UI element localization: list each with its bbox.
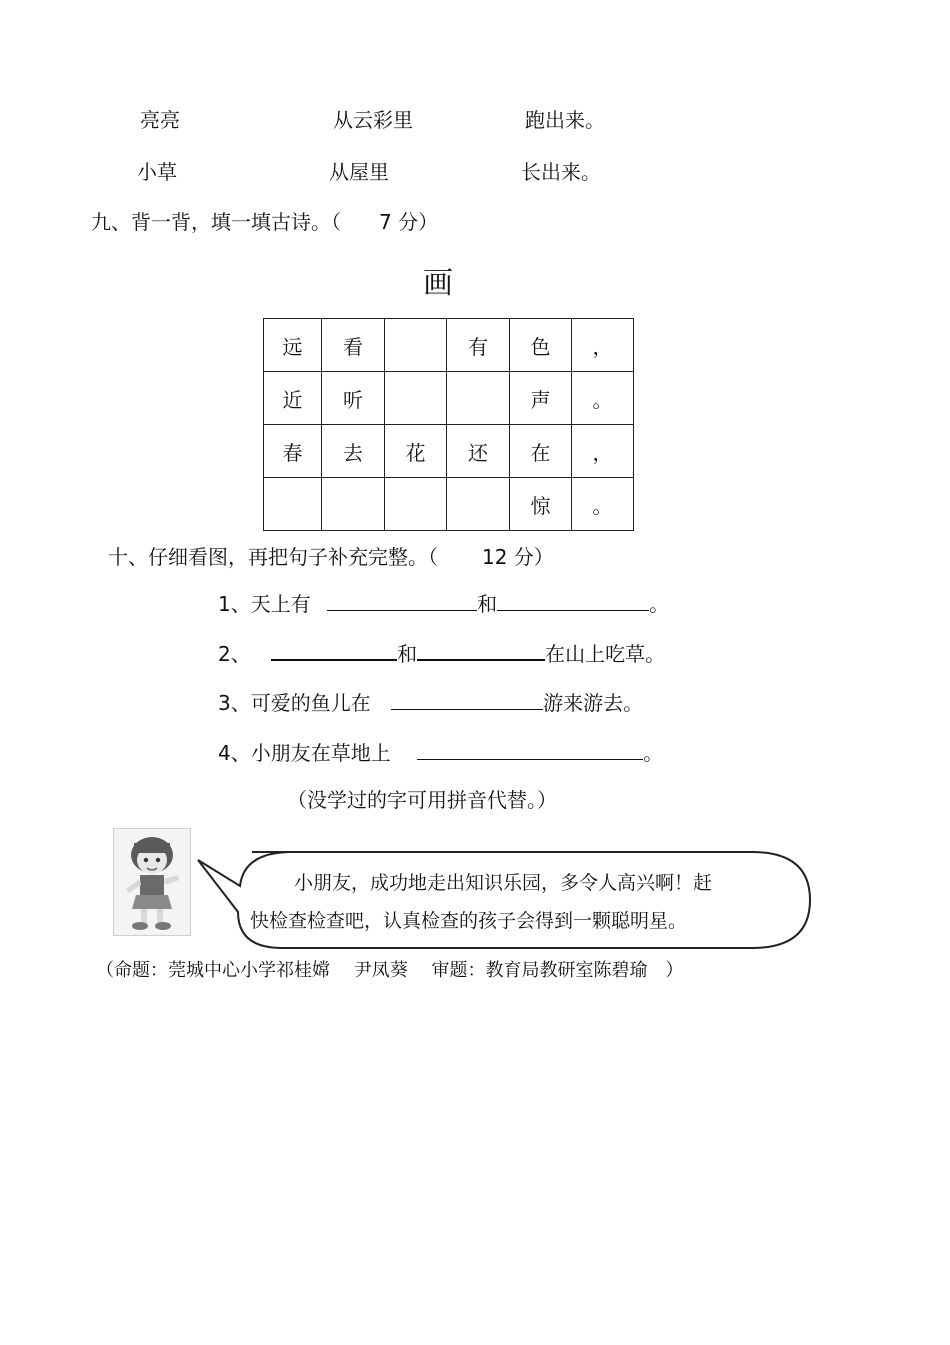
answer-blank[interactable] <box>327 590 477 611</box>
bubble-line-2: 快检查检查吧，认真检查的孩子会得到一颗聪明星。 <box>250 910 688 932</box>
poem-cell: 远 <box>264 319 322 372</box>
bubble-line-1: 小朋友，成功地走出知识乐园，多令人高兴啊！赶 <box>294 872 713 894</box>
poem-cell-blank[interactable] <box>385 372 447 425</box>
poem-cell: 去 <box>322 425 385 478</box>
answer-blank[interactable] <box>497 590 649 611</box>
poem-cell: 。 <box>572 372 634 425</box>
sentence-1: 1、天上有 和 。 <box>218 592 670 616</box>
poem-cell: 近 <box>264 372 322 425</box>
section10-heading: 十、仔细看图，再把句子补充完整。（ 12 分） <box>108 545 554 569</box>
row1-place: 从云彩里 <box>333 108 413 132</box>
poem-cell: ， <box>572 425 634 478</box>
bubble-message <box>250 864 798 940</box>
girl-icon <box>114 829 190 935</box>
poem-title: 画 <box>423 266 453 301</box>
poem-cell-blank[interactable] <box>264 478 322 531</box>
poem-cell: 在 <box>510 425 572 478</box>
poem-cell: 还 <box>447 425 510 478</box>
credits: （命题：莞城中心小学祁桂嫦 尹凤葵 审题：教育局教研室陈碧瑜 ） <box>96 960 684 981</box>
answer-blank[interactable] <box>391 689 543 710</box>
poem-cell: 花 <box>385 425 447 478</box>
pinyin-note: （没学过的字可用拼音代替。） <box>287 788 557 812</box>
section9-heading: 九、背一背，填一填古诗。（ 7 分） <box>91 210 439 234</box>
row1-subject: 亮亮 <box>140 108 180 132</box>
row2-action: 长出来。 <box>521 160 601 184</box>
poem-cell-blank[interactable] <box>447 372 510 425</box>
poem-cell: ， <box>572 319 634 372</box>
sentence-3: 3、可爱的鱼儿在 游来游去。 <box>218 691 644 715</box>
poem-cell: 听 <box>322 372 385 425</box>
child-illustration <box>113 828 191 936</box>
row2-subject: 小草 <box>137 160 177 184</box>
poem-cell: 。 <box>572 478 634 531</box>
poem-row <box>264 319 634 372</box>
sentence-4: 4、小朋友在草地上 。 <box>218 741 664 765</box>
poem-row <box>264 372 634 425</box>
poem-row <box>264 425 634 478</box>
poem-cell-blank[interactable] <box>447 478 510 531</box>
poem-cell-blank[interactable] <box>385 478 447 531</box>
poem-cell: 春 <box>264 425 322 478</box>
answer-blank[interactable] <box>417 639 545 661</box>
poem-cell: 有 <box>447 319 510 372</box>
poem-cell: 色 <box>510 319 572 372</box>
sentence-2: 2、 和 在山上吃草。 <box>218 639 665 666</box>
poem-row <box>264 478 634 531</box>
answer-blank[interactable] <box>417 739 643 760</box>
row2-place: 从屋里 <box>329 160 389 184</box>
poem-cell-blank[interactable] <box>385 319 447 372</box>
poem-cell: 声 <box>510 372 572 425</box>
poem-cell: 看 <box>322 319 385 372</box>
poem-cell-blank[interactable] <box>322 478 385 531</box>
poem-cell: 惊 <box>510 478 572 531</box>
row1-action: 跑出来。 <box>525 108 605 132</box>
answer-blank[interactable] <box>271 639 397 661</box>
poem-grid <box>263 318 634 531</box>
